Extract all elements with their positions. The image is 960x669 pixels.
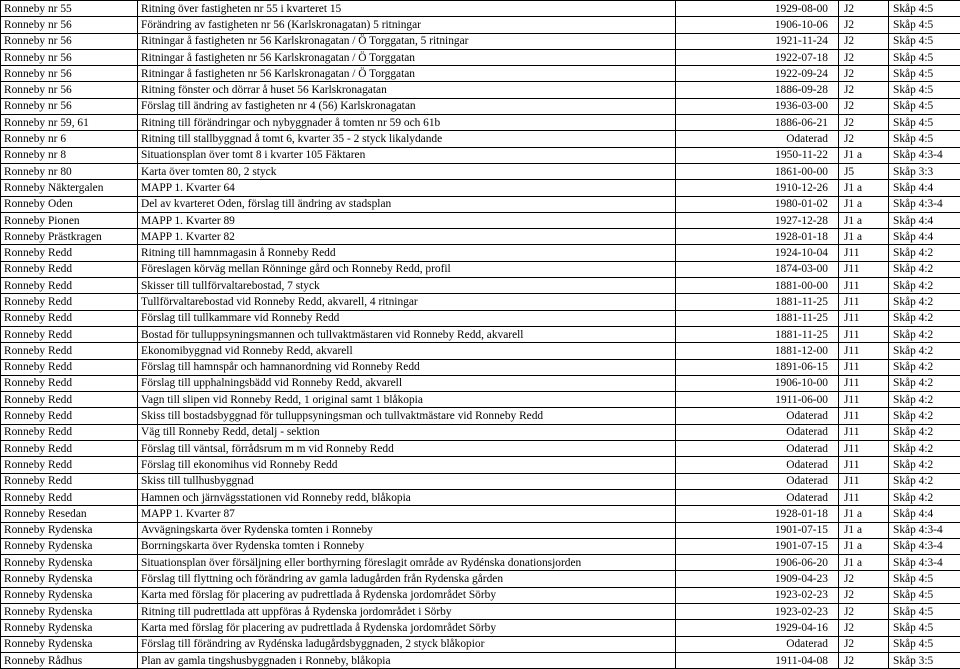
shelf-cell: Skåp 4:5 — [889, 66, 960, 82]
code-cell: J2 — [839, 82, 889, 98]
table-row — [1, 98, 960, 114]
code-cell: J11 — [839, 278, 889, 294]
shelf-cell: Skåp 4:2 — [889, 359, 960, 375]
shelf-cell: Skåp 4:2 — [889, 489, 960, 505]
location-cell: Ronneby Redd — [1, 424, 138, 440]
date-cell: 1911-06-00 — [676, 392, 839, 408]
date-cell: 1928-01-18 — [676, 506, 839, 522]
table-row — [1, 457, 960, 473]
description-cell: Ritningar å fastigheten nr 56 Karlskronagatan / Ö Torggatan, 5 ritningar — [138, 33, 676, 49]
shelf-cell: Skåp 4:2 — [889, 278, 960, 294]
code-cell: J2 — [839, 115, 889, 131]
location-cell: Ronneby Redd — [1, 245, 138, 261]
date-cell: Odaterad — [676, 489, 839, 505]
shelf-cell: Skåp 4:3-4 — [889, 555, 960, 571]
code-cell: J11 — [839, 392, 889, 408]
date-cell: Odaterad — [676, 408, 839, 424]
table-row — [1, 522, 960, 538]
location-cell: Ronneby Redd — [1, 473, 138, 489]
description-cell: Förslag till ändring av fastigheten nr 4 (56) Karlskronagatan — [138, 98, 676, 114]
shelf-cell: Skåp 3:5 — [889, 652, 960, 668]
date-cell: Odaterad — [676, 424, 839, 440]
code-cell: J2 — [839, 98, 889, 114]
description-cell: Borrningskarta över Rydenska tomten i Ronneby — [138, 538, 676, 554]
date-cell: 1950-11-22 — [676, 147, 839, 163]
description-cell: Förslag till upphalningsbädd vid Ronneby Redd, akvarell — [138, 375, 676, 391]
date-cell: 1881-11-25 — [676, 310, 839, 326]
description-cell: Skiss till tullhusbyggnad — [138, 473, 676, 489]
description-cell: Del av kvarteret Oden, förslag till ändring av stadsplan — [138, 196, 676, 212]
table-row — [1, 229, 960, 245]
table-row — [1, 163, 960, 179]
shelf-cell: Skåp 4:5 — [889, 17, 960, 33]
table-row — [1, 147, 960, 163]
location-cell: Ronneby Rydenska — [1, 538, 138, 554]
location-cell: Ronneby Pionen — [1, 212, 138, 228]
shelf-cell: Skåp 4:4 — [889, 229, 960, 245]
description-cell: Förslag till hamnspår och hamnanordning vid Ronneby Redd — [138, 359, 676, 375]
shelf-cell: Skåp 4:5 — [889, 571, 960, 587]
location-cell: Ronneby Rydenska — [1, 587, 138, 603]
description-cell: Förslag till ekonomihus vid Ronneby Redd — [138, 457, 676, 473]
table-row — [1, 473, 960, 489]
location-cell: Ronneby Redd — [1, 441, 138, 457]
location-cell: Ronneby nr 6 — [1, 131, 138, 147]
date-cell: 1886-06-21 — [676, 115, 839, 131]
table-row — [1, 392, 960, 408]
shelf-cell: Skåp 4:4 — [889, 180, 960, 196]
shelf-cell: Skåp 4:5 — [889, 115, 960, 131]
date-cell: Odaterad — [676, 473, 839, 489]
shelf-cell: Skåp 3:3 — [889, 163, 960, 179]
shelf-cell: Skåp 4:3-4 — [889, 522, 960, 538]
shelf-cell: Skåp 4:2 — [889, 294, 960, 310]
date-cell: 1924-10-04 — [676, 245, 839, 261]
shelf-cell: Skåp 4:2 — [889, 424, 960, 440]
shelf-cell: Skåp 4:2 — [889, 457, 960, 473]
table-row — [1, 294, 960, 310]
date-cell: 1881-00-00 — [676, 278, 839, 294]
description-cell: Ritningar å fastigheten nr 56 Karlskronagatan / Ö Torggatan — [138, 66, 676, 82]
code-cell: J11 — [839, 457, 889, 473]
code-cell: J11 — [839, 245, 889, 261]
code-cell: J2 — [839, 1, 889, 17]
shelf-cell: Skåp 4:2 — [889, 343, 960, 359]
description-cell: Ritning till pudrettlada att uppföras å Rydenska jordområdet i Sörby — [138, 603, 676, 619]
date-cell: 1861-00-00 — [676, 163, 839, 179]
table-row — [1, 571, 960, 587]
shelf-cell: Skåp 4:5 — [889, 82, 960, 98]
shelf-cell: Skåp 4:5 — [889, 620, 960, 636]
location-cell: Ronneby nr 55 — [1, 1, 138, 17]
code-cell: J1 a — [839, 538, 889, 554]
table-row — [1, 506, 960, 522]
date-cell: 1881-12-00 — [676, 343, 839, 359]
code-cell: J2 — [839, 66, 889, 82]
date-cell: 1906-10-06 — [676, 17, 839, 33]
location-cell: Ronneby Rydenska — [1, 522, 138, 538]
shelf-cell: Skåp 4:4 — [889, 212, 960, 228]
table-row — [1, 326, 960, 342]
location-cell: Ronneby Redd — [1, 489, 138, 505]
table-row — [1, 278, 960, 294]
description-cell: Tullförvaltarebostad vid Ronneby Redd, akvarell, 4 ritningar — [138, 294, 676, 310]
date-cell: 1923-02-23 — [676, 587, 839, 603]
table-row — [1, 196, 960, 212]
description-cell: Ritningar å fastigheten nr 56 Karlskronagatan / Ö Torggatan — [138, 49, 676, 65]
location-cell: Ronneby Resedan — [1, 506, 138, 522]
description-cell: Karta med förslag för placering av pudrettlada å Rydenska jordområdet Sörby — [138, 587, 676, 603]
description-cell: Skisser till tullförvaltarebostad, 7 styck — [138, 278, 676, 294]
location-cell: Ronneby Redd — [1, 278, 138, 294]
description-cell: Förändring av fastigheten nr 56 (Karlskronagatan) 5 ritningar — [138, 17, 676, 33]
table-row — [1, 1, 960, 17]
code-cell: J1 a — [839, 196, 889, 212]
description-cell: Situationsplan över försäljning eller borthyrning föreslagit område av Rydénska donationsjorden — [138, 555, 676, 571]
code-cell: J11 — [839, 261, 889, 277]
shelf-cell: Skåp 4:3-4 — [889, 196, 960, 212]
table-row — [1, 538, 960, 554]
description-cell: Vagn till slipen vid Ronneby Redd, 1 original samt 1 blåkopia — [138, 392, 676, 408]
table-row — [1, 49, 960, 65]
table-row — [1, 359, 960, 375]
description-cell: Ritning till stallbyggnad å tomt 6, kvarter 35 - 2 styck likalydande — [138, 131, 676, 147]
shelf-cell: Skåp 4:3-4 — [889, 147, 960, 163]
description-cell: Karta över tomten 80, 2 styck — [138, 163, 676, 179]
location-cell: Ronneby Redd — [1, 294, 138, 310]
description-cell: Bostad för tulluppsyningsmannen och tullvaktmästaren vid Ronneby Redd, akvarell — [138, 326, 676, 342]
date-cell: Odaterad — [676, 636, 839, 652]
archive-table-body — [1, 1, 960, 669]
location-cell: Ronneby Prästkragen — [1, 229, 138, 245]
code-cell: J11 — [839, 294, 889, 310]
code-cell: J2 — [839, 33, 889, 49]
date-cell: 1922-07-18 — [676, 49, 839, 65]
table-row — [1, 441, 960, 457]
date-cell: 1901-07-15 — [676, 538, 839, 554]
description-cell: Ritning fönster och dörrar å huset 56 Karlskronagatan — [138, 82, 676, 98]
shelf-cell: Skåp 4:5 — [889, 587, 960, 603]
date-cell: 1922-09-24 — [676, 66, 839, 82]
location-cell: Ronneby nr 56 — [1, 98, 138, 114]
description-cell: Förslag till förändring av Rydénska ladugårdsbyggnaden, 2 styck blåkopior — [138, 636, 676, 652]
table-row — [1, 408, 960, 424]
location-cell: Ronneby Rådhus — [1, 652, 138, 668]
code-cell: J1 a — [839, 212, 889, 228]
description-cell: MAPP 1. Kvarter 87 — [138, 506, 676, 522]
location-cell: Ronneby nr 56 — [1, 49, 138, 65]
code-cell: J11 — [839, 489, 889, 505]
table-row — [1, 180, 960, 196]
location-cell: Ronneby Redd — [1, 359, 138, 375]
description-cell: Föreslagen körväg mellan Rönninge gård och Ronneby Redd, profil — [138, 261, 676, 277]
table-row — [1, 261, 960, 277]
table-row — [1, 652, 960, 668]
code-cell: J2 — [839, 49, 889, 65]
location-cell: Ronneby Rydenska — [1, 603, 138, 619]
date-cell: 1980-01-02 — [676, 196, 839, 212]
shelf-cell: Skåp 4:2 — [889, 441, 960, 457]
table-row — [1, 489, 960, 505]
date-cell: 1874-03-00 — [676, 261, 839, 277]
description-cell: Avvägningskarta över Rydenska tomten i Ronneby — [138, 522, 676, 538]
date-cell: Odaterad — [676, 441, 839, 457]
location-cell: Ronneby Rydenska — [1, 571, 138, 587]
code-cell: J11 — [839, 310, 889, 326]
code-cell: J2 — [839, 571, 889, 587]
code-cell: J1 a — [839, 229, 889, 245]
location-cell: Ronneby nr 56 — [1, 82, 138, 98]
code-cell: J1 a — [839, 522, 889, 538]
code-cell: J2 — [839, 603, 889, 619]
code-cell: J11 — [839, 326, 889, 342]
description-cell: Förslag till väntsal, förrådsrum m m vid Ronneby Redd — [138, 441, 676, 457]
code-cell: J1 a — [839, 555, 889, 571]
code-cell: J1 a — [839, 147, 889, 163]
code-cell: J11 — [839, 408, 889, 424]
description-cell: Situationsplan över tomt 8 i kvarter 105 Fäktaren — [138, 147, 676, 163]
location-cell: Ronneby Redd — [1, 326, 138, 342]
description-cell: Förslag till flyttning och förändring av gamla ladugården från Rydenska gården — [138, 571, 676, 587]
shelf-cell: Skåp 4:2 — [889, 310, 960, 326]
date-cell: 1936-03-00 — [676, 98, 839, 114]
table-row — [1, 424, 960, 440]
code-cell: J5 — [839, 163, 889, 179]
description-cell: Ekonomibyggnad vid Ronneby Redd, akvarell — [138, 343, 676, 359]
location-cell: Ronneby Redd — [1, 408, 138, 424]
date-cell: 1911-04-08 — [676, 652, 839, 668]
table-row — [1, 212, 960, 228]
date-cell: 1927-12-28 — [676, 212, 839, 228]
description-cell: Skiss till bostadsbyggnad för tulluppsyningsman och tullvaktmästare vid Ronneby Redd — [138, 408, 676, 424]
date-cell: 1923-02-23 — [676, 603, 839, 619]
location-cell: Ronneby Redd — [1, 261, 138, 277]
shelf-cell: Skåp 4:5 — [889, 98, 960, 114]
table-row — [1, 375, 960, 391]
location-cell: Ronneby Redd — [1, 375, 138, 391]
table-row — [1, 603, 960, 619]
location-cell: Ronneby Redd — [1, 457, 138, 473]
shelf-cell: Skåp 4:4 — [889, 506, 960, 522]
description-cell: MAPP 1. Kvarter 64 — [138, 180, 676, 196]
date-cell: 1891-06-15 — [676, 359, 839, 375]
location-cell: Ronneby Redd — [1, 343, 138, 359]
shelf-cell: Skåp 4:5 — [889, 33, 960, 49]
shelf-cell: Skåp 4:5 — [889, 1, 960, 17]
location-cell: Ronneby Redd — [1, 310, 138, 326]
description-cell: MAPP 1. Kvarter 82 — [138, 229, 676, 245]
date-cell: 1886-09-28 — [676, 82, 839, 98]
table-row — [1, 82, 960, 98]
location-cell: Ronneby nr 8 — [1, 147, 138, 163]
location-cell: Ronneby Oden — [1, 196, 138, 212]
location-cell: Ronneby Redd — [1, 392, 138, 408]
description-cell: Hamnen och järnvägsstationen vid Ronneby redd, blåkopia — [138, 489, 676, 505]
shelf-cell: Skåp 4:2 — [889, 245, 960, 261]
table-row — [1, 131, 960, 147]
date-cell: 1901-07-15 — [676, 522, 839, 538]
shelf-cell: Skåp 4:5 — [889, 603, 960, 619]
description-cell: Karta med förslag för placering av pudrettlada å Rydenska jordområdet Sörby — [138, 620, 676, 636]
date-cell: 1906-10-00 — [676, 375, 839, 391]
table-row — [1, 343, 960, 359]
code-cell: J2 — [839, 636, 889, 652]
description-cell: Väg till Ronneby Redd, detalj - sektion — [138, 424, 676, 440]
date-cell: 1881-11-25 — [676, 326, 839, 342]
table-row — [1, 555, 960, 571]
shelf-cell: Skåp 4:2 — [889, 326, 960, 342]
date-cell: 1929-08-00 — [676, 1, 839, 17]
shelf-cell: Skåp 4:2 — [889, 375, 960, 391]
code-cell: J2 — [839, 652, 889, 668]
table-row — [1, 245, 960, 261]
code-cell: J11 — [839, 343, 889, 359]
date-cell: 1881-11-25 — [676, 294, 839, 310]
code-cell: J2 — [839, 131, 889, 147]
shelf-cell: Skåp 4:5 — [889, 49, 960, 65]
table-row — [1, 17, 960, 33]
shelf-cell: Skåp 4:2 — [889, 392, 960, 408]
location-cell: Ronneby nr 56 — [1, 66, 138, 82]
table-row — [1, 115, 960, 131]
code-cell: J1 a — [839, 180, 889, 196]
description-cell: Ritning till hamnmagasin å Ronneby Redd — [138, 245, 676, 261]
location-cell: Ronneby nr 80 — [1, 163, 138, 179]
date-cell: 1921-11-24 — [676, 33, 839, 49]
description-cell: Ritning över fastigheten nr 55 i kvarteret 15 — [138, 1, 676, 17]
location-cell: Ronneby nr 59, 61 — [1, 115, 138, 131]
code-cell: J2 — [839, 620, 889, 636]
date-cell: 1909-04-23 — [676, 571, 839, 587]
shelf-cell: Skåp 4:5 — [889, 131, 960, 147]
description-cell: Förslag till tullkammare vid Ronneby Redd — [138, 310, 676, 326]
table-row — [1, 636, 960, 652]
date-cell: Odaterad — [676, 131, 839, 147]
table-row — [1, 66, 960, 82]
shelf-cell: Skåp 4:2 — [889, 408, 960, 424]
date-cell: 1928-01-18 — [676, 229, 839, 245]
table-row — [1, 33, 960, 49]
location-cell: Ronneby Rydenska — [1, 620, 138, 636]
shelf-cell: Skåp 4:5 — [889, 636, 960, 652]
code-cell: J2 — [839, 587, 889, 603]
code-cell: J11 — [839, 441, 889, 457]
description-cell: Plan av gamla tingshusbyggnaden i Ronneby, blåkopia — [138, 652, 676, 668]
shelf-cell: Skåp 4:2 — [889, 473, 960, 489]
location-cell: Ronneby nr 56 — [1, 17, 138, 33]
table-row — [1, 620, 960, 636]
shelf-cell: Skåp 4:2 — [889, 261, 960, 277]
date-cell: 1929-04-16 — [676, 620, 839, 636]
code-cell: J2 — [839, 17, 889, 33]
date-cell: Odaterad — [676, 457, 839, 473]
description-cell: MAPP 1. Kvarter 89 — [138, 212, 676, 228]
location-cell: Ronneby nr 56 — [1, 33, 138, 49]
table-row — [1, 310, 960, 326]
location-cell: Ronneby Rydenska — [1, 636, 138, 652]
shelf-cell: Skåp 4:3-4 — [889, 538, 960, 554]
code-cell: J11 — [839, 424, 889, 440]
table-row — [1, 587, 960, 603]
location-cell: Ronneby Rydenska — [1, 555, 138, 571]
code-cell: J1 a — [839, 506, 889, 522]
code-cell: J11 — [839, 375, 889, 391]
description-cell: Ritning till förändringar och nybyggnader å tomten nr 59 och 61b — [138, 115, 676, 131]
location-cell: Ronneby Näktergalen — [1, 180, 138, 196]
code-cell: J11 — [839, 359, 889, 375]
code-cell: J11 — [839, 473, 889, 489]
date-cell: 1910-12-26 — [676, 180, 839, 196]
date-cell: 1906-06-20 — [676, 555, 839, 571]
